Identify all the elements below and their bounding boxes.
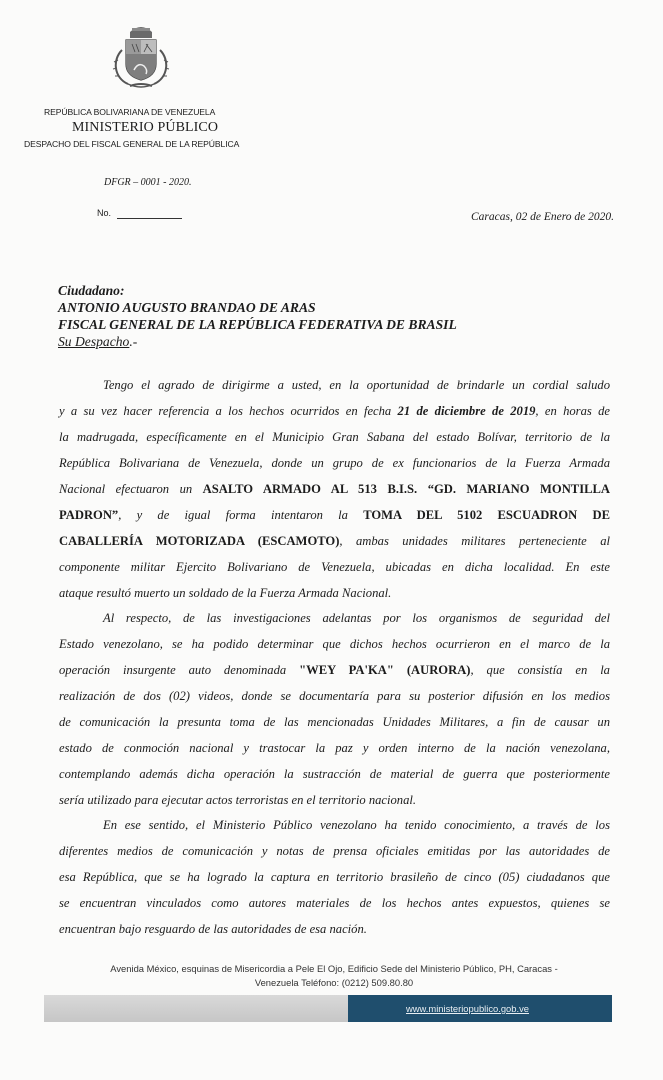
p2-line3c: , que consistía en la [470, 663, 610, 677]
p1-line8: componente militar Ejercito Bolivariano de Venezuela, ubicadas en dicha localidad. En este [59, 560, 610, 574]
addressee-name: ANTONIO AUGUSTO BRANDAO DE ARAS [58, 300, 316, 315]
p1-line5a: Nacional efectuaron un [59, 482, 203, 496]
footer-bar-gray [44, 995, 348, 1022]
number-blank-line [117, 218, 182, 219]
p1-padron: PADRON” [59, 508, 119, 522]
p1-line6 [59, 503, 610, 527]
p1-line6b: , y de igual forma intentaron la [118, 508, 364, 522]
p2-line7: contemplando además dicha operación la sustracción de material de guerra que posteriormente [59, 767, 610, 781]
p3-line2: diferentes medios de comunicación y notas de prensa oficiales emitidas por las autoridades de [59, 844, 610, 858]
p2-line3 [59, 658, 610, 682]
p1-line7 [59, 529, 610, 553]
p1-line2 [59, 399, 610, 423]
addressee-office [58, 334, 137, 350]
p1-line1: Tengo el agrado de dirigirme a usted, en la oportunidad de brindarle un cordial saludo [103, 378, 610, 392]
addressee-position: FISCAL GENERAL DE LA REPÚBLICA FEDERATIVA DE BRASIL [58, 317, 457, 332]
p1-date: 21 de diciembre de 2019 [397, 404, 536, 418]
p2-line3a: operación insurgente auto denominada [59, 663, 300, 677]
number-label: No. [97, 208, 112, 218]
p2-line4: realización de dos (02) videos, donde se documentaría para su posterior difusión en los medios [59, 689, 610, 703]
footer-website-link[interactable]: www.ministeriopublico.gob.ve [406, 1003, 529, 1014]
p3-line5: encuentran bajo resguardo de las autoridades de esa nación. [59, 922, 367, 936]
p2-line8: sería utilizado para ejecutar actos terroristas en el territorio nacional. [59, 793, 417, 807]
p3-line4: se encuentran vinculados como autores materiales de los hechos antes expuestos, quienes se [59, 896, 610, 910]
addressee-office-suffix: .- [129, 334, 138, 349]
addressee-salutation: Ciudadano: [58, 283, 125, 298]
header-republic: REPÚBLICA BOLIVARIANA DE VENEZUELA [44, 107, 216, 117]
coat-of-arms-emblem [108, 20, 174, 92]
p3-line3: esa República, que se ha logrado la captura en territorio brasileño de cinco (05) ciudadanos que [59, 870, 610, 884]
header-ministry: MINISTERIO PÚBLICO [72, 120, 219, 135]
p1-line7b: , ambas unidades militares perteneciente al [339, 534, 610, 548]
p1-escamoto: CABALLERÍA MOTORIZADA (ESCAMOTO) [59, 534, 340, 548]
p1-line3: la madrugada, específicamente en el Municipio Gran Sabana del estado Bolívar, territorio de la [59, 430, 610, 444]
p1-toma: TOMA DEL 5102 ESCUADRON DE [363, 508, 610, 522]
footer-address-line1: Avenida México, esquinas de Misericordia a Pele El Ojo, Edificio Sede del Ministerio Público, PH, Caracas - [110, 963, 558, 974]
p1-line5 [59, 477, 610, 501]
p2-line5: de comunicación la presunta toma de las mencionadas Unidades Militares, a fin de causar un [59, 715, 610, 729]
footer-address-line2: Venezuela Teléfono: (0212) 509.80.80 [254, 977, 414, 988]
p2-line2: Estado venezolano, se ha podido determinar que dichos hechos ocurrieron en el marco de la [59, 637, 610, 651]
p2-line6: estado de conmoción nacional y trastocar la paz y orden interno de la nación venezolana, [59, 741, 610, 755]
p2-operation-name: "WEY PA'KA" (AURORA) [299, 663, 471, 677]
p3-line1: En ese sentido, el Ministerio Público venezolano ha tenido conocimiento, a través de los [103, 818, 610, 832]
header-office: DESPACHO DEL FISCAL GENERAL DE LA REPÚBLICA [24, 139, 240, 149]
p1-line2a: y a su vez hacer referencia a los hechos ocurridos en fecha [59, 404, 398, 418]
p1-line4: República Bolivariana de Venezuela, donde un grupo de ex funcionarios de la Fuerza Armada [59, 456, 610, 470]
p1-line2c: , en horas de [535, 404, 610, 418]
addressee-office-text: Su Despacho [58, 334, 130, 349]
document-reference: DFGR – 0001 - 2020. [104, 177, 192, 188]
p1-line9: ataque resultó muerto un soldado de la Fuerza Armada Nacional. [59, 586, 392, 600]
place-date: Caracas, 02 de Enero de 2020. [471, 211, 614, 223]
p1-assault: ASALTO ARMADO AL 513 B.I.S. “GD. MARIANO MONTILLA [202, 482, 610, 496]
p2-line1: Al respecto, de las investigaciones adelantas por los organismos de seguridad del [103, 611, 610, 625]
